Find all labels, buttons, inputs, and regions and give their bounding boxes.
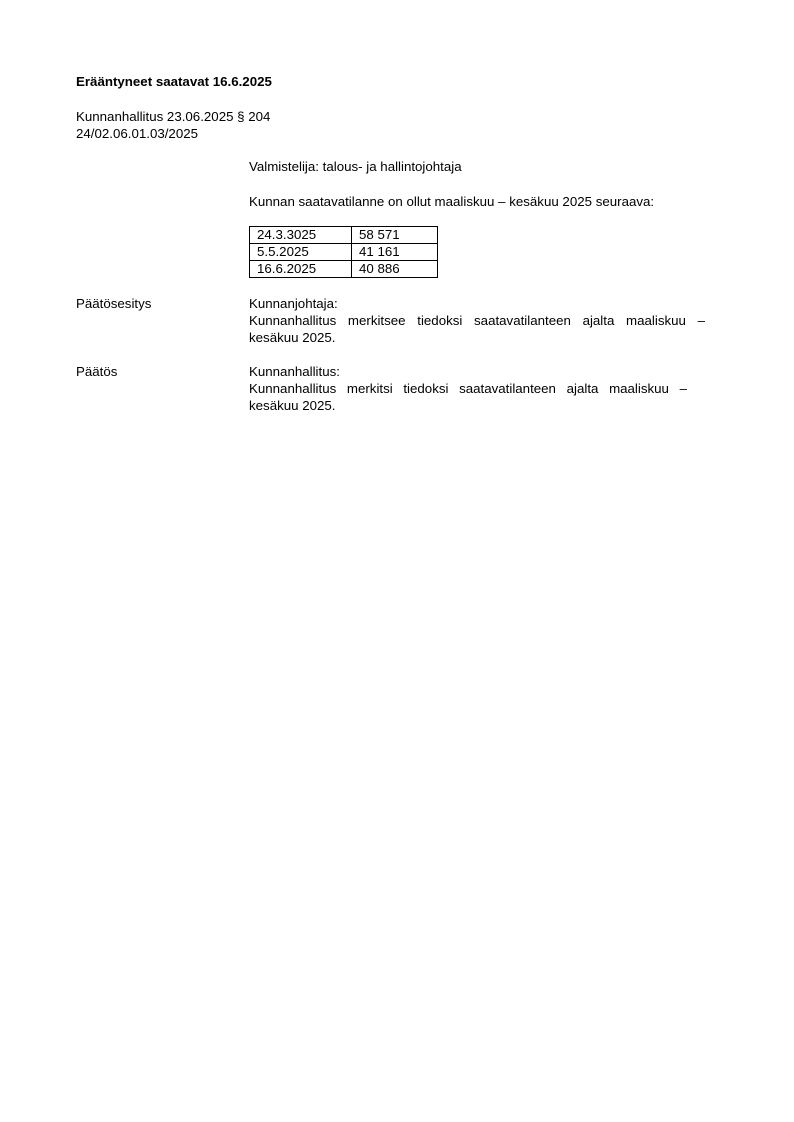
decision-speaker: Kunnanhallitus: [249,364,340,379]
intro-paragraph: Kunnan saatavatilanne on ollut maaliskuu – kesäkuu 2025 seuraava: [249,194,655,209]
date-cell: 16.6.2025 [250,261,352,278]
amount-cell: 41 161 [352,244,438,261]
decision-label: Päätös [76,364,118,379]
decision-section [249,363,687,414]
table-row [250,227,438,244]
proposal-section [249,295,705,346]
date-cell: 24.3.3025 [250,227,352,244]
decision-text-line: kesäkuu 2025. [249,398,336,413]
table-row [250,244,438,261]
decision-text-line: Kunnanhallitus merkitsi tiedoksi saatavatilanteen ajalta maaliskuu – [249,381,687,396]
proposal-label: Päätösesitys [76,296,152,311]
date-cell: 5.5.2025 [250,244,352,261]
table-row [250,261,438,278]
proposal-speaker: Kunnanjohtaja: [249,296,338,311]
meeting-reference: Kunnanhallitus 23.06.2025 § 204 [76,109,271,124]
diary-number: 24/02.06.01.03/2025 [76,126,199,141]
document-title: Erääntyneet saatavat 16.6.2025 [76,74,272,89]
proposal-text-line: kesäkuu 2025. [249,330,336,345]
proposal-text-line: Kunnanhallitus merkitsee tiedoksi saatavatilanteen ajalta maaliskuu – [249,313,705,328]
receivables-table [249,226,438,278]
amount-cell: 58 571 [352,227,438,244]
amount-cell: 40 886 [352,261,438,278]
preparer-line: Valmistelija: talous- ja hallintojohtaja [249,159,462,174]
